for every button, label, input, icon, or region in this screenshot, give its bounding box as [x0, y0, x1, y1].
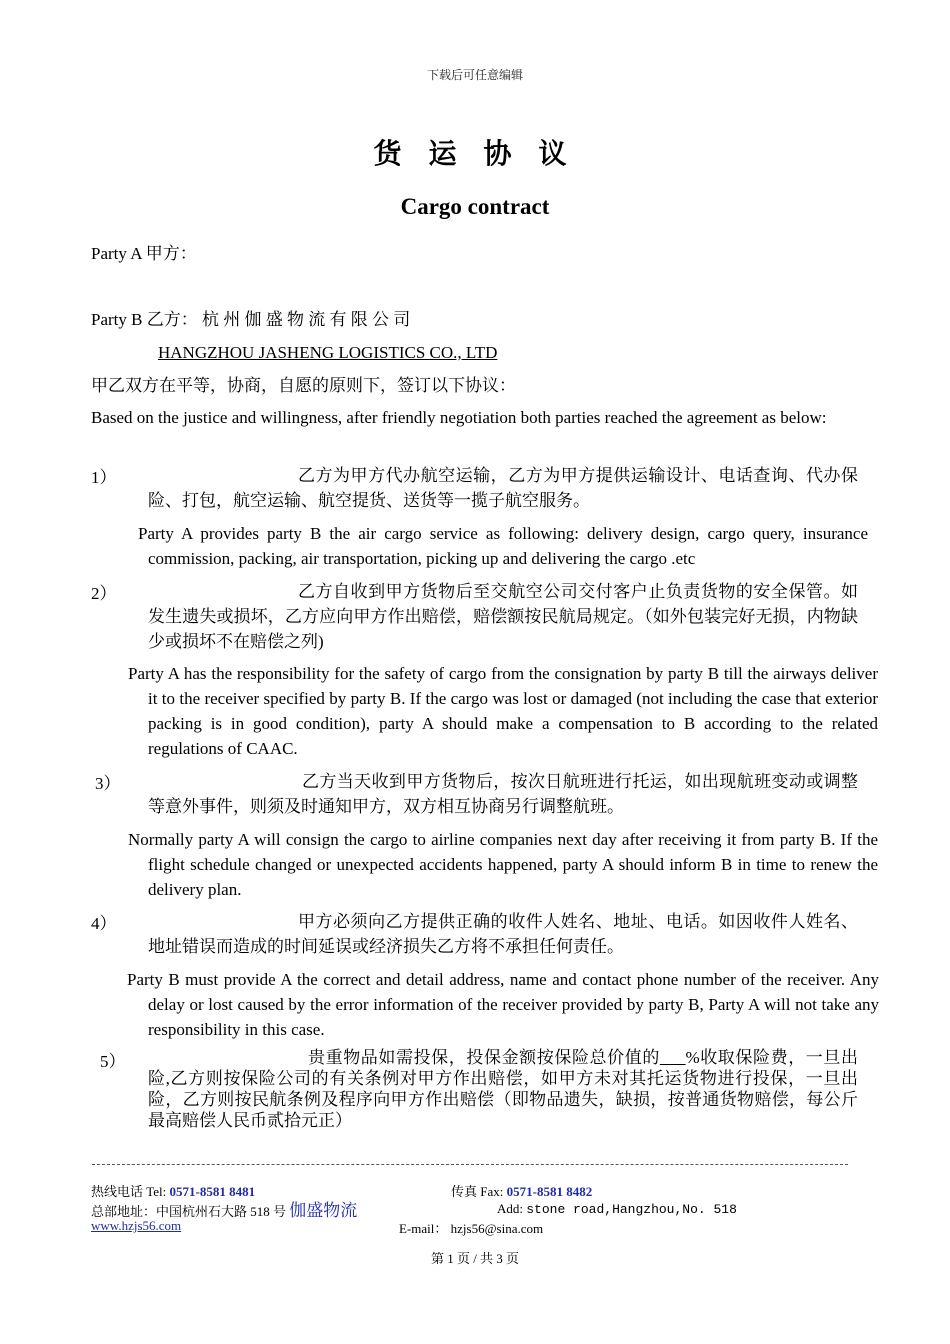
- hotline-number: 0571-8581 8481: [169, 1184, 256, 1199]
- insurance-rate-blank: ___: [659, 1048, 686, 1067]
- item-1-english: Party A provides party B the air cargo service as following: delivery design, cargo query, insurance commission, packing, air transportation, picking up and delivering the cargo .etc: [138, 524, 868, 568]
- email-label: E-mail：: [399, 1221, 448, 1236]
- website-link[interactable]: www.hzjs56.com: [91, 1218, 182, 1233]
- footer-add: [497, 1201, 737, 1217]
- footer-email: [399, 1218, 543, 1237]
- item-4-number: 4）: [91, 914, 117, 933]
- address-label: 总部地址：中国杭州石大路 518 号: [91, 1204, 287, 1219]
- title-english: Cargo contract: [400, 194, 550, 219]
- item-3-chinese: 乙方当天收到甲方货物后，按次日航班进行托运，如出现航班变动或调整等意外事件，则须及时通知甲方，双方相互协商另行调整航班。: [148, 772, 858, 816]
- footer-fax: [451, 1181, 592, 1200]
- page-number: 第 1 页 / 共 3 页: [430, 1251, 520, 1266]
- party-a-label: Party A 甲方：: [91, 244, 197, 263]
- item-2-chinese: 乙方自收到甲方货物后至交航空公司交付客户止负责货物的安全保管。如发生遗失或损坏，乙方应向甲方作出赔偿，赔偿额按民航局规定。（如外包装完好无损，内物缺少或损坏不在赔偿之列): [148, 582, 858, 651]
- item-2-number: 2）: [91, 584, 117, 603]
- item-4-english: Party B must provide A the correct and detail address, name and contact phone number of the receiver. Any delay or lost caused by the error information of the receiver provided by party B, Party A will not take any responsibility in this case.: [127, 970, 879, 1039]
- item-1-chinese: 乙方为甲方代办航空运输，乙方为甲方提供运输设计、电话查询、代办保险、打包，航空运输、航空提货、送货等一揽子航空服务。: [148, 466, 858, 510]
- add-label: Add:: [497, 1201, 523, 1216]
- item-2-english: Party A has the responsibility for the safety of cargo from the consignation by party B till the airways deliver it to the receiver specified by party B. If the cargo was lost or damaged (not including the case that exterior packing is in good condition), party A should make a compensation to B according to the related regulations of CAAC.: [128, 664, 878, 758]
- item-3-number: 3）: [95, 774, 121, 793]
- brand-name: 伽盛物流: [289, 1201, 358, 1220]
- company-english-name: HANGZHOU JASHENG LOGISTICS CO., LTD: [158, 343, 498, 362]
- item-1-number: 1）: [91, 468, 117, 487]
- item-5-number: 5）: [100, 1052, 126, 1071]
- intro-chinese: 甲乙双方在平等，协商，自愿的原则下，签订以下协议：: [91, 376, 516, 395]
- footer-website[interactable]: [91, 1218, 181, 1234]
- footer-divider: [92, 1164, 848, 1165]
- item-5-text-before: 贵重物品如需投保，投保金额按保险总价值的: [308, 1048, 660, 1067]
- fax-label: 传真 Fax:: [451, 1184, 504, 1199]
- item-5-text-after: %收取保险费，一旦出险,乙方则按保险公司的有关条例对甲方作出赔偿，如甲方未对其托运货物进行投保，一旦出险，乙方则按民航条例及程序向甲方作出赔偿（即物品遗失，缺损，按普通货物赔偿，每公斤最高赔偿人民币贰拾元正）: [148, 1048, 858, 1130]
- fax-number: 0571-8581 8482: [506, 1184, 593, 1199]
- item-4-chinese: 甲方必须向乙方提供正确的收件人姓名、地址、电话。如因收件人姓名、地址错误而造成的时间延误或经济损失乙方将不承担任何责任。: [148, 912, 858, 956]
- party-b-label: Party B 乙方： 杭 州 伽 盛 物 流 有 限 公 司: [91, 310, 411, 329]
- add-value: stone road,Hangzhou,No. 518: [526, 1202, 737, 1217]
- header-note: 下载后可任意编辑: [426, 68, 523, 82]
- intro-english: Based on the justice and willingness, after friendly negotiation both parties reached the agreement as below:: [91, 408, 827, 427]
- item-3-english: Normally party A will consign the cargo to airline companies next day after receiving it from party B. If the flight schedule changed or unexpected accidents happened, party A should inform B in time to renew the delivery plan.: [128, 830, 878, 899]
- hotline-label: 热线电话 Tel:: [91, 1184, 167, 1199]
- email-address[interactable]: hzjs56@sina.com: [450, 1221, 544, 1236]
- title-chinese: 货 运 协 议: [373, 139, 577, 170]
- item-5-chinese: [148, 1047, 858, 1131]
